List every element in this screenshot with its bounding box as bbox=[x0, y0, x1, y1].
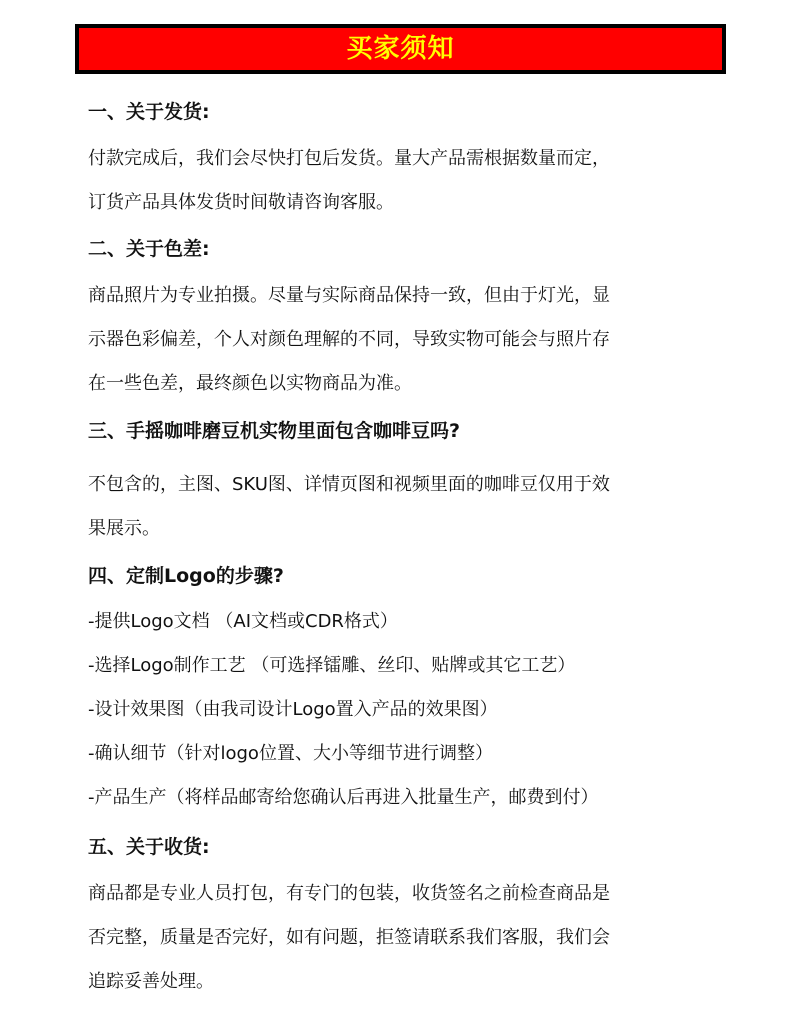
paragraph-line: 商品都是专业人员打包，有专门的包装，收货签名之前检查商品是 bbox=[88, 883, 610, 904]
logo-step-item: -确认细节（针对logo位置、大小等细节进行调整） bbox=[88, 743, 493, 764]
paragraph-line: 否完整，质量是否完好，如有问题，拒签请联系我们客服，我们会 bbox=[88, 927, 610, 948]
notice-banner bbox=[75, 24, 726, 74]
banner-title: 买家须知 bbox=[346, 34, 455, 64]
paragraph-line: 示器色彩偏差，个人对颜色理解的不同，导致实物可能会与照片存 bbox=[88, 329, 610, 350]
logo-step-item: -设计效果图（由我司设计Logo置入产品的效果图） bbox=[88, 699, 498, 720]
paragraph-line: 追踪妥善处理。 bbox=[88, 971, 214, 992]
paragraph-line: 果展示。 bbox=[88, 518, 160, 539]
section-heading-custom-logo: 四、定制Logo的步骤? bbox=[88, 565, 284, 587]
paragraph-line: 付款完成后，我们会尽快打包后发货。量大产品需根据数量而定， bbox=[88, 148, 610, 169]
logo-step-item: -提供Logo文档 （AI文档或CDR格式） bbox=[88, 611, 398, 632]
section-heading-coffee-beans: 三、手摇咖啡磨豆机实物里面包含咖啡豆吗? bbox=[88, 420, 461, 442]
section-heading-receiving: 五、关于收货: bbox=[88, 836, 210, 858]
paragraph-line: 在一些色差，最终颜色以实物商品为准。 bbox=[88, 373, 412, 394]
paragraph-line: 订货产品具体发货时间敬请咨询客服。 bbox=[88, 192, 394, 213]
logo-step-item: -选择Logo制作工艺 （可选择镭雕、丝印、贴牌或其它工艺） bbox=[88, 655, 576, 676]
logo-step-item: -产品生产（将样品邮寄给您确认后再进入批量生产，邮费到付） bbox=[88, 787, 599, 808]
paragraph-line: 商品照片为专业拍摄。尽量与实际商品保持一致，但由于灯光，显 bbox=[88, 285, 610, 306]
section-heading-shipping: 一、关于发货: bbox=[88, 101, 210, 123]
paragraph-line: 不包含的，主图、SKU图、详情页图和视频里面的咖啡豆仅用于效 bbox=[88, 474, 610, 495]
section-heading-color-difference: 二、关于色差: bbox=[88, 238, 210, 260]
